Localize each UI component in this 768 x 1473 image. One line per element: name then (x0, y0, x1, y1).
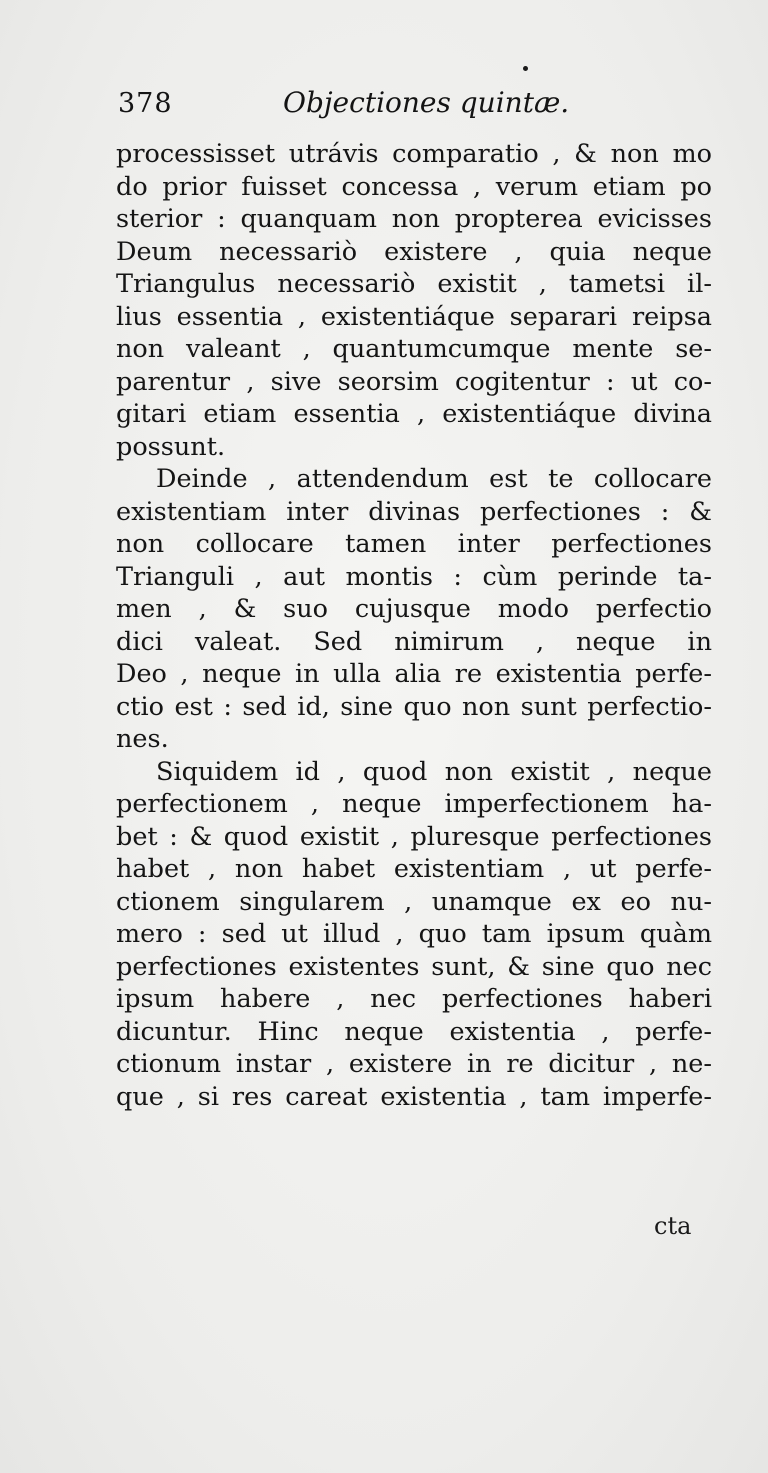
text-line: sterior : quanquam non propterea evicisses (116, 204, 712, 234)
text-line: Deinde , attendendum est te collocare (156, 464, 712, 494)
page-number: 378 (118, 88, 173, 119)
text-line: habet , non habet existentiam , ut perfe- (116, 854, 712, 884)
body-text (116, 138, 712, 1113)
text-line: gitari etiam essentia , existentiáque divina (116, 399, 712, 429)
text-line: ctionum instar , existere in re dicitur , ne- (116, 1049, 712, 1079)
text-line: Siquidem id , quod non existit , neque (156, 756, 712, 787)
paragraph-1 (116, 138, 712, 463)
paragraph-3 (116, 756, 712, 1114)
text-line: Deo , neque in ulla alia re existentia perfe- (116, 659, 712, 689)
text-line: Trianguli , aut montis : cùm perinde ta- (116, 561, 712, 592)
text-line: nes. (116, 724, 169, 754)
text-line: perfectionem , neque imperfectionem ha- (116, 789, 712, 819)
text-line: existentiam inter divinas perfectiones : & (116, 496, 712, 527)
text-line: processisset utrávis comparatio , & non mo (116, 139, 712, 169)
text-line: ctio est : sed id, sine quo non sunt perfectio- (116, 691, 712, 722)
text-line: bet : & quod existit , pluresque perfectiones (116, 821, 712, 852)
text-line: non valeant , quantumcumque mente se- (116, 334, 712, 364)
text-line: Deum necessariò existere , quia neque (116, 236, 712, 267)
text-line: do prior fuisset concessa , verum etiam po (116, 171, 712, 202)
catchword: cta (654, 1212, 692, 1240)
text-line: non collocare tamen inter perfectiones (116, 529, 712, 559)
text-line: Triangulus necessariò existit , tametsi il- (116, 269, 712, 299)
text-line: mero : sed ut illud , quo tam ipsum quàm (116, 919, 712, 949)
text-line: lius essentia , existentiáque separari reipsa (116, 301, 712, 332)
paragraph-2 (116, 463, 712, 756)
ink-dot (523, 66, 528, 71)
text-line: dici valeat. Sed nimirum , neque in (116, 626, 712, 657)
text-line: que , si res careat existentia , tam imperfe- (116, 1081, 712, 1112)
text-line: ipsum habere , nec perfectiones haberi (116, 984, 712, 1014)
text-line: parentur , sive seorsim cogitentur : ut co- (116, 366, 712, 397)
text-line: dicuntur. Hinc neque existentia , perfe- (116, 1016, 712, 1047)
text-line: possunt. (116, 431, 226, 462)
text-line: ctionem singularem , unamque ex eo nu- (116, 886, 712, 917)
text-line: men , & suo cujusque modo perfectio (116, 594, 712, 624)
page-header (118, 86, 718, 126)
text-line: perfectiones existentes sunt, & sine quo nec (116, 951, 712, 982)
running-title: Objectiones quintæ. (283, 86, 570, 119)
